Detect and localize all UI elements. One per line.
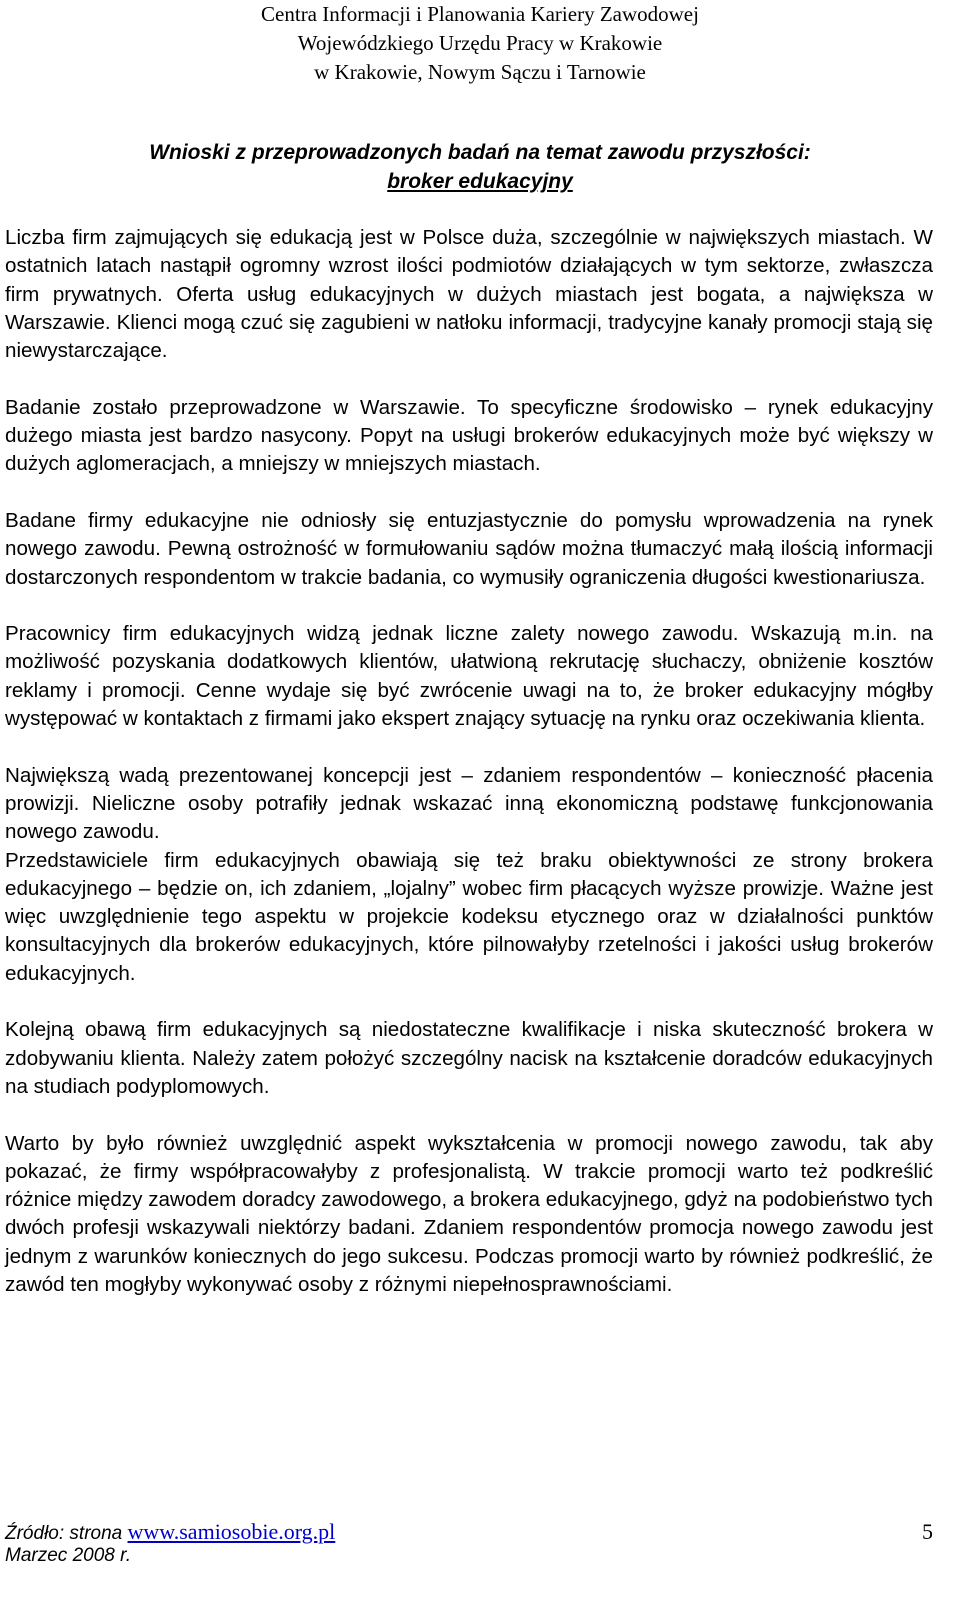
paragraph-8: Warto by było również uwzględnić aspekt wykształcenia w promocji nowego zawodu, tak aby pokazać, że firmy współpracowałyby z profesjonalistą. W trakcie promocji warto też podkreślić różnice między zawodem doradcy zawodowego, a brokera edukacyjnego, gdyż na podobieństwo tych dwóch profesji wskazywali niektórzy badani. Zdaniem respondentów promocja nowego zawodu jest jednym z warunków koniecznych do jego sukcesu. Podczas promocji warto by również podkreślić, że zawód ten mogłyby wykonywać osoby z różnymi niepełnosprawnościami. [5,1131,933,1296]
footer-source-label: Źródło: strona [5,1523,123,1544]
paragraph-4: Pracownicy firm edukacyjnych widzą jednak liczne zalety nowego zawodu. Wskazują m.in. na możliwość pozyskania dodatkowych klientów, ułatwioną rekrutację słuchaczy, obniżenie kosztów reklamy i promocji. Cenne wydaje się być zwrócenie uwagi na to, że broker edukacyjny mógłby występować w kontaktach z firmami jako ekspert znający sytuację na rynku oraz oczekiwania klienta. [5,622,933,731]
paragraph-3: Badane firmy edukacyjne nie odniosły się entuzjastycznie do pomysłu wprowadzenia na rynek nowego zawodu. Pewną ostrożność w formułowaniu sądów można tłumaczyć małą ilością informacji dostarczonych respondentom w trakcie badania, co wymusiły ograniczenia długości kwestionariusza. [5,508,933,589]
title-subtitle: broker edukacyjny [387,170,573,193]
document-title [0,138,960,196]
page-footer [5,1518,933,1570]
title-main: Wnioski z przeprowadzonych badań na temat zawodu przyszłości: [149,141,811,164]
header-line-2: Wojewódzkiego Urzędu Pracy w Krakowie [297,31,663,55]
paragraph-2: Badanie zostało przeprowadzone w Warszawie. To specyficzne środowisko – rynek edukacyjny dużego miasta jest bardzo nasycony. Popyt na usługi brokerów edukacyjnych może być większy w dużych aglomeracjach, a mniejszy w mniejszych miastach. [5,395,933,476]
document-body [5,224,933,1328]
paragraph-5: Największą wadą prezentowanej koncepcji jest – zdaniem respondentów – konieczność płacenia prowizji. Nieliczne osoby potrafiły jednak wskazać inną ekonomiczną podstawę funkcjonowania nowego zawodu. [5,763,933,844]
paragraph-1: Liczba firm zajmujących się edukacją jest w Polsce duża, szczególnie w największych miastach. W ostatnich latach nastąpił ogromny wzrost ilości podmiotów działających w tym sektorze, zwłaszcza firm prywatnych. Oferta usług edukacyjnych w dużych miastach jest bogata, a największa w Warszawie. Klienci mogą czuć się zagubieni w natłoku informacji, tradycyjne kanały promocji stają się niewystarczające. [5,226,933,363]
page-number: 5 [922,1519,933,1544]
footer-source-link[interactable]: www.samiosobie.org.pl [127,1519,336,1544]
footer-date: Marzec 2008 r. [5,1545,132,1566]
page-header [0,0,960,87]
header-line-1: Centra Informacji i Planowania Kariery Zawodowej [261,2,699,26]
paragraph-6: Przedstawiciele firm edukacyjnych obawiają się też braku obiektywności ze strony brokera edukacyjnego – będzie on, ich zdaniem, „lojalny” wobec firm płacących wyższe prowizje. Ważne jest więc uwzględnienie tego aspektu w projekcie kodeksu etycznego oraz w działalności punktów konsultacyjnych dla brokerów edukacyjnych, które pilnowałyby rzetelności i jakości usług brokerów edukacyjnych. [5,848,933,985]
paragraph-7: Kolejną obawą firm edukacyjnych są niedostateczne kwalifikacje i niska skuteczność brokera w zdobywaniu klienta. Należy zatem położyć szczególny nacisk na kształcenie doradców edukacyjnych na studiach podyplomowych. [5,1018,933,1098]
header-line-3: w Krakowie, Nowym Sączu i Tarnowie [314,60,646,84]
